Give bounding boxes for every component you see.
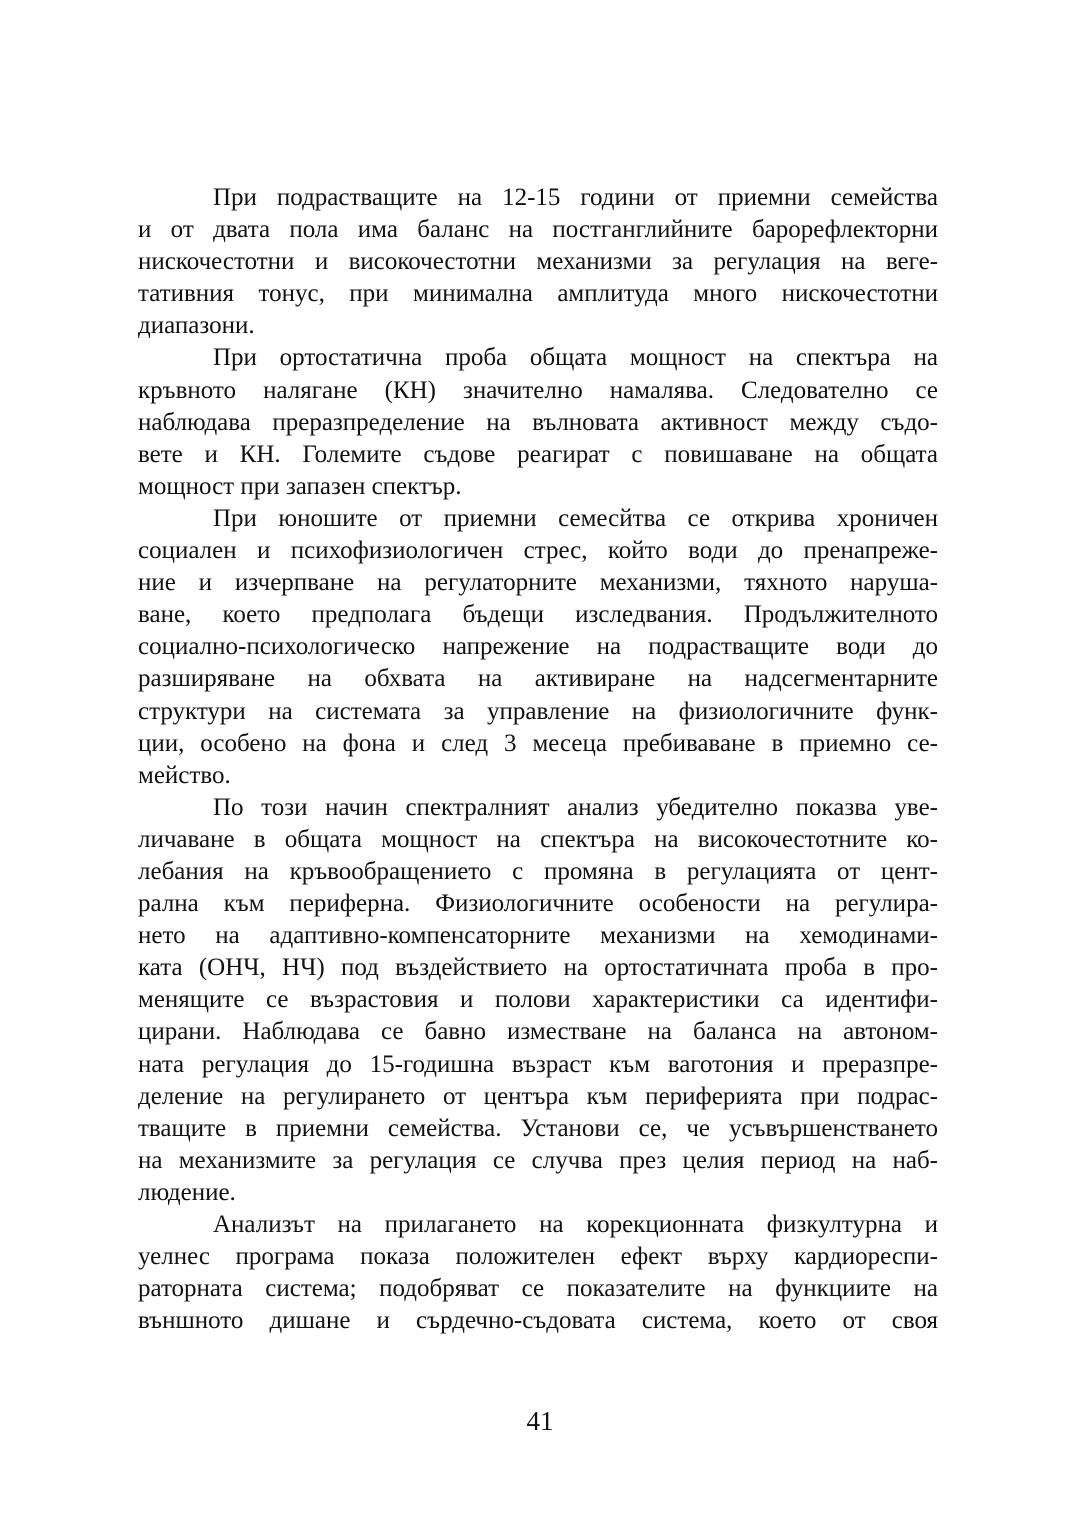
paragraph [138,342,938,502]
text-line: структури на системата за управление на физиологичните функ- [138,697,938,725]
text-line: на механизмите за регулация се случва през целия период на наб- [138,1146,938,1174]
text-line: ката (ОНЧ, НЧ) под въздействието на ортостатичната проба в про- [138,954,938,982]
paragraph [138,792,938,1209]
text-line: диапазони. [138,312,255,340]
text-line: социално-психологическо напрежение на подрастващите води до [138,633,938,661]
page-number: 41 [526,1406,554,1436]
text-line: наблюдава преразпределение на вълновата активност между съдо- [138,408,938,436]
text-line: менящите се възрастовия и полови характеристики са идентифи- [138,986,938,1014]
text-line: мейство. [138,761,231,789]
text-line: вете и КН. Големите съдове реагират с повишаване на общата [138,440,938,468]
text-line: деление на регулирането от центъра към периферията при подрас- [138,1082,938,1110]
text-line: и от двата пола има баланс на постганглийните барорефлекторни [138,216,938,244]
text-line: По този начин спектралният анализ убедително показва уве- [213,793,938,821]
text-line: При юношите от приемни семесйтва се открива хроничен [213,504,938,532]
text-line: социален и психофизиологичен стрес, който води до пренапреже- [138,537,938,565]
text-line: цирани. Наблюдава се бавно изместване на баланса на автоном- [138,1018,938,1046]
text-line: уелнес програма показа положителен ефект върху кардиореспи- [138,1243,938,1271]
text-line: външното дишане и сърдечно-съдовата система, което от своя [138,1307,938,1335]
text-line: мощност при запазен спектър. [138,472,462,500]
text-line: разширяване на обхвата на активиране на надсегментарните [138,665,938,693]
body-text [138,182,938,1337]
text-line: личаване в общата мощност на спектъра на високочестотните ко- [138,825,938,853]
text-line: ната регулация до 15-годишна възраст към ваготония и преразпре- [138,1050,938,1078]
text-line: нето на адаптивно-компенсаторните механизми на хемодинами- [138,922,938,950]
text-line: тващите в приемни семейства. Установи се, че усъвършенстването [138,1114,938,1142]
text-line: лебания на кръвообращението с промяна в регулацията от цент- [138,857,938,885]
text-line: раторната система; подобряват се показателите на функциите на [138,1275,938,1303]
paragraph [138,503,938,792]
text-line: ции, особено на фона и след 3 месеца пребиваване в приемно се- [138,729,938,757]
text-line: рална към периферна. Физиологичните особености на регулира- [138,890,938,918]
text-line: При ортостатична проба общата мощност на спектъра на [213,344,938,372]
text-line: При подрастващите на 12-15 години от приемни семейства [213,184,938,211]
text-line: людение. [138,1178,236,1206]
paragraph [138,182,938,342]
text-line: нискочестотни и високочестотни механизми за регулация на веге- [138,248,938,276]
text-line: Анализът на прилагането на корекционната физкултурна и [213,1211,938,1238]
text-line: ние и изчерпване на регулаторните механизми, тяхното наруша- [138,569,938,597]
text-line: тативния тонус, при минимална амплитуда много нискочестотни [138,280,938,308]
text-line: кръвното налягане (КН) значително намалява. Следователно се [138,376,938,404]
text-line: ване, което предполага бъдещи изследвания. Продължителното [138,601,938,629]
paragraph [138,1209,938,1337]
